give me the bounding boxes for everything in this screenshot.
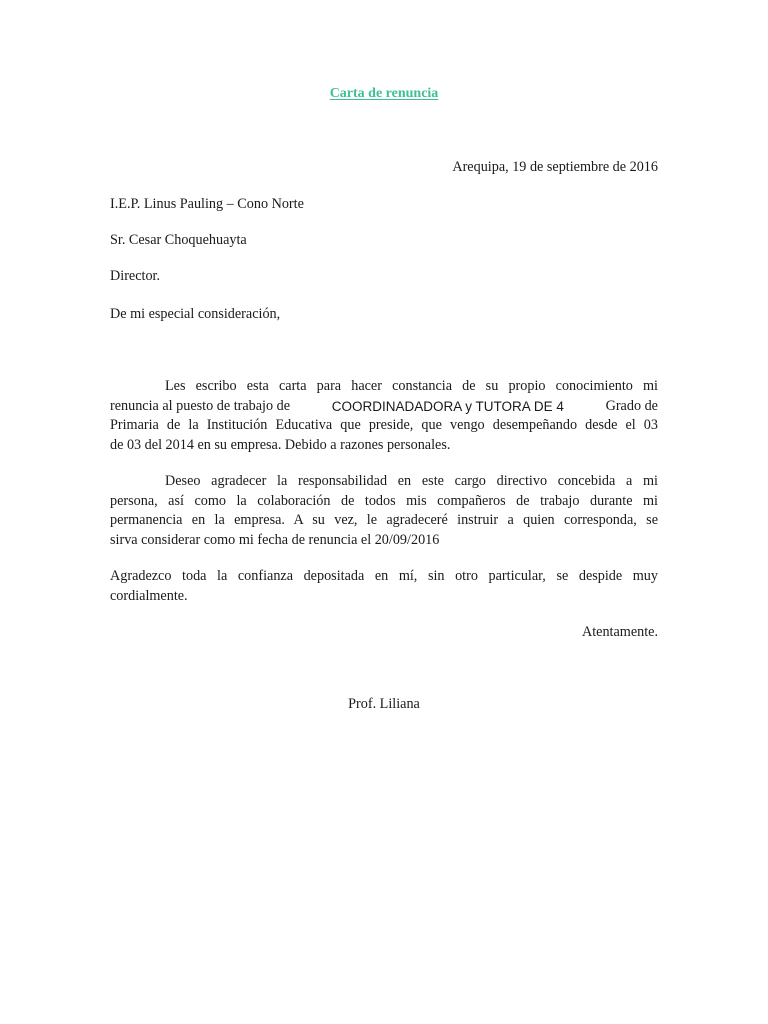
recipient-role: Director. (110, 268, 161, 284)
paragraph-1-row-4: de 03 del 2014 en su empresa. Debido a razones personales. (110, 436, 451, 453)
paragraph-1-row-1: Les escribo esta carta para hacer constancia de su propio conocimiento mi (165, 378, 658, 394)
paragraph-1-row-2 (110, 397, 658, 417)
paragraph-2 (110, 472, 658, 550)
institution-line: I.E.P. Linus Pauling – Cono Norte (110, 196, 304, 212)
letter-title-text: Carta de renuncia (329, 86, 439, 101)
paragraph-1-row-2-c: Grado de (605, 397, 658, 414)
signature: Prof. Liliana (348, 696, 420, 712)
paragraph-1-row-3: Primaria de la Institución Educativa que preside, que vengo desempeñando desde el 03 (110, 417, 658, 433)
paragraph-3 (110, 567, 658, 606)
paragraph-2-row-2: persona, así como la colaboración de todos mis compañeros de trabajo durante mi (110, 492, 658, 509)
letter-title (0, 86, 768, 102)
closing: Atentamente. (581, 624, 658, 640)
paragraph-1 (110, 377, 658, 455)
recipient-name: Sr. Cesar Choquehuayta (110, 232, 247, 248)
date-line: Arequipa, 19 de septiembre de 2016 (452, 159, 658, 175)
paragraph-2-row-3: permanencia en la empresa. A su vez, le agradeceré instruir a quien corresponda, se (110, 512, 658, 528)
paragraph-2-row-1: Deseo agradecer la responsabilidad en este cargo directivo concebida a mi (165, 473, 658, 489)
paragraph-3-row-1: Agradezco toda la confianza depositada en mí, sin otro particular, se despide muy (110, 568, 658, 584)
paragraph-1-row-2-a: renuncia al puesto de trabajo de (110, 397, 291, 414)
paragraph-1-row-2-b: COORDINADADORA y TUTORA DE 4 (331, 398, 564, 414)
paragraph-2-row-4: sirva considerar como mi fecha de renuncia el 20/09/2016 (110, 531, 440, 548)
salutation: De mi especial consideración, (110, 306, 281, 322)
paragraph-3-row-2: cordialmente. (110, 587, 188, 604)
